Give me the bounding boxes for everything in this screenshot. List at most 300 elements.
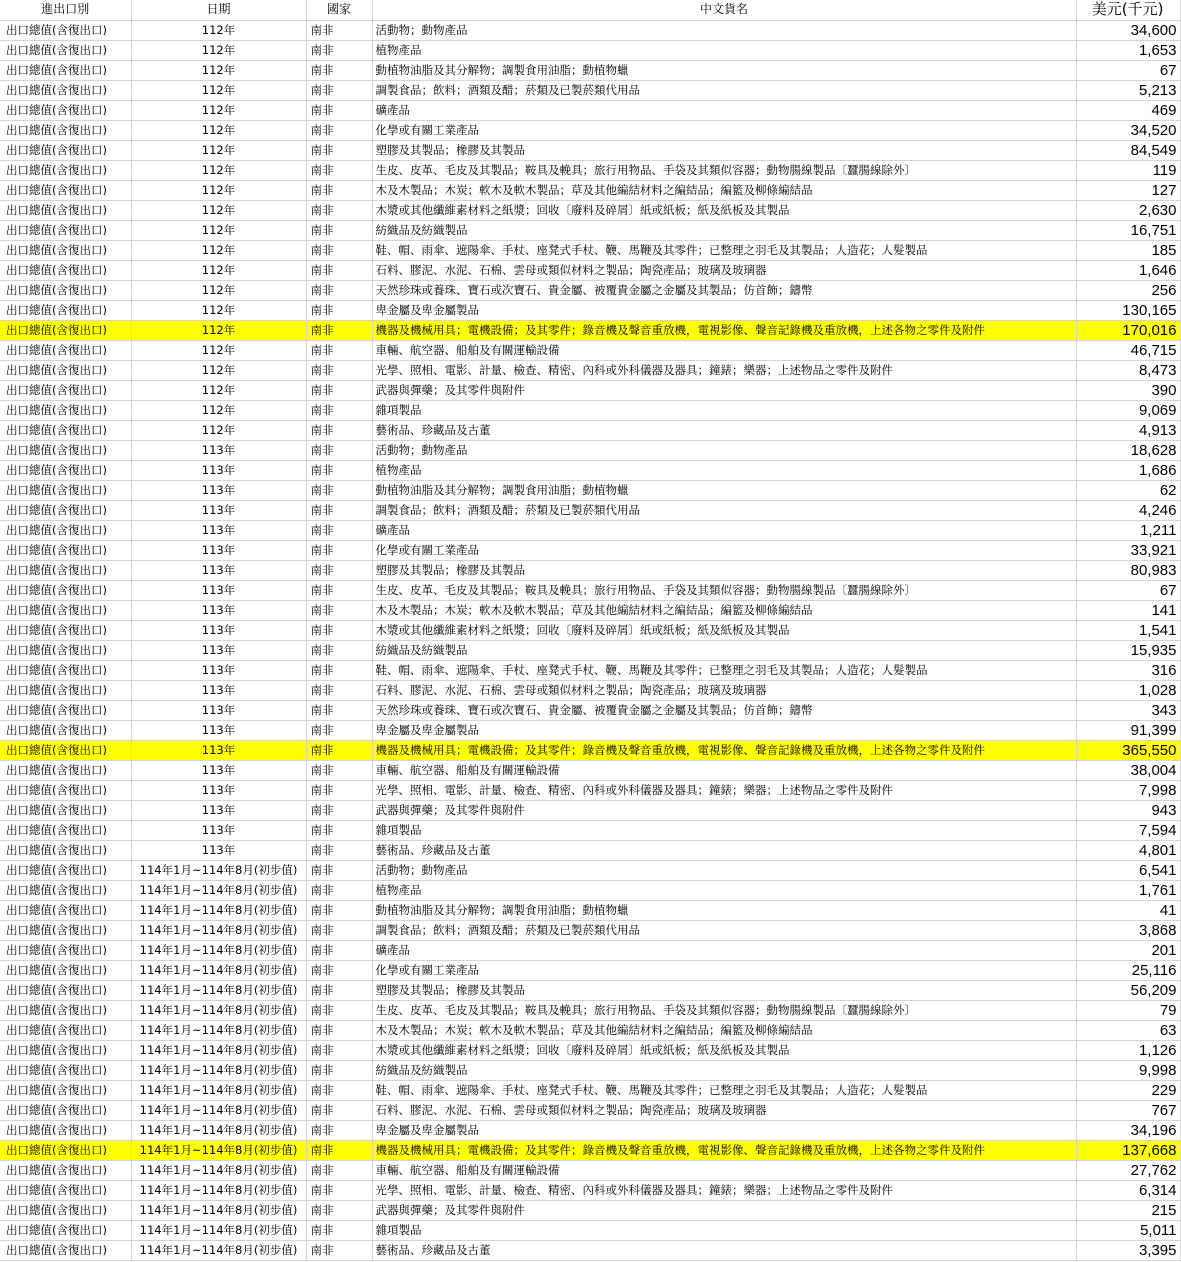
- cell-trade-type[interactable]: 出口總值(含復出口): [0, 920, 131, 940]
- cell-amount[interactable]: 25,116: [1076, 960, 1180, 980]
- cell-amount[interactable]: 33,921: [1076, 540, 1180, 560]
- cell-trade-type[interactable]: 出口總值(含復出口): [0, 800, 131, 820]
- cell-trade-type[interactable]: 出口總值(含復出口): [0, 400, 131, 420]
- cell-country[interactable]: 南非: [306, 1200, 372, 1220]
- cell-trade-type[interactable]: 出口總值(含復出口): [0, 20, 131, 40]
- cell-date[interactable]: 113年: [131, 620, 306, 640]
- cell-trade-type[interactable]: 出口總值(含復出口): [0, 1160, 131, 1180]
- cell-date[interactable]: 113年: [131, 440, 306, 460]
- cell-country[interactable]: 南非: [306, 580, 372, 600]
- cell-country[interactable]: 南非: [306, 300, 372, 320]
- cell-country[interactable]: 南非: [306, 1080, 372, 1100]
- cell-date[interactable]: 112年: [131, 360, 306, 380]
- cell-date[interactable]: 112年: [131, 240, 306, 260]
- cell-goods[interactable]: 鞋、帽、雨傘、遮陽傘、手杖、座凳式手杖、鞭、馬鞭及其零件；已整理之羽毛及其製品；人造花；人髮製品: [372, 660, 1076, 680]
- cell-goods[interactable]: 雜項製品: [372, 1220, 1076, 1240]
- cell-trade-type[interactable]: 出口總值(含復出口): [0, 80, 131, 100]
- cell-goods[interactable]: 藝術品、珍藏品及古董: [372, 420, 1076, 440]
- cell-trade-type[interactable]: 出口總值(含復出口): [0, 300, 131, 320]
- cell-amount[interactable]: 5,011: [1076, 1220, 1180, 1240]
- cell-country[interactable]: 南非: [306, 960, 372, 980]
- cell-trade-type[interactable]: 出口總值(含復出口): [0, 600, 131, 620]
- cell-country[interactable]: 南非: [306, 800, 372, 820]
- cell-goods[interactable]: 化學或有關工業產品: [372, 120, 1076, 140]
- cell-goods[interactable]: 紡織品及紡織製品: [372, 1060, 1076, 1080]
- cell-amount[interactable]: 127: [1076, 180, 1180, 200]
- cell-country[interactable]: 南非: [306, 780, 372, 800]
- cell-date[interactable]: 113年: [131, 820, 306, 840]
- cell-amount[interactable]: 62: [1076, 480, 1180, 500]
- cell-trade-type[interactable]: 出口總值(含復出口): [0, 1120, 131, 1140]
- cell-country[interactable]: 南非: [306, 840, 372, 860]
- cell-trade-type[interactable]: 出口總值(含復出口): [0, 1180, 131, 1200]
- cell-country[interactable]: 南非: [306, 380, 372, 400]
- cell-country[interactable]: 南非: [306, 1060, 372, 1080]
- cell-date[interactable]: 112年: [131, 220, 306, 240]
- cell-amount[interactable]: 8,473: [1076, 360, 1180, 380]
- cell-country[interactable]: 南非: [306, 600, 372, 620]
- cell-amount[interactable]: 767: [1076, 1100, 1180, 1120]
- cell-country[interactable]: 南非: [306, 40, 372, 60]
- cell-amount[interactable]: 6,314: [1076, 1180, 1180, 1200]
- cell-country[interactable]: 南非: [306, 500, 372, 520]
- cell-amount[interactable]: 1,541: [1076, 620, 1180, 640]
- cell-trade-type[interactable]: 出口總值(含復出口): [0, 1000, 131, 1020]
- cell-country[interactable]: 南非: [306, 620, 372, 640]
- cell-goods[interactable]: 植物產品: [372, 880, 1076, 900]
- cell-goods[interactable]: 活動物；動物產品: [372, 20, 1076, 40]
- cell-goods[interactable]: 鞋、帽、雨傘、遮陽傘、手杖、座凳式手杖、鞭、馬鞭及其零件；已整理之羽毛及其製品；人造花；人髮製品: [372, 1080, 1076, 1100]
- cell-date[interactable]: 114年1月~114年8月(初步值): [131, 1240, 306, 1260]
- cell-goods[interactable]: 化學或有關工業產品: [372, 540, 1076, 560]
- cell-date[interactable]: 113年: [131, 640, 306, 660]
- cell-country[interactable]: 南非: [306, 220, 372, 240]
- cell-trade-type[interactable]: 出口總值(含復出口): [0, 900, 131, 920]
- cell-country[interactable]: 南非: [306, 860, 372, 880]
- cell-date[interactable]: 113年: [131, 760, 306, 780]
- cell-goods[interactable]: 礦產品: [372, 100, 1076, 120]
- cell-date[interactable]: 113年: [131, 560, 306, 580]
- cell-country[interactable]: 南非: [306, 320, 372, 340]
- cell-date[interactable]: 113年: [131, 700, 306, 720]
- cell-date[interactable]: 113年: [131, 740, 306, 760]
- cell-date[interactable]: 114年1月~114年8月(初步值): [131, 880, 306, 900]
- cell-trade-type[interactable]: 出口總值(含復出口): [0, 840, 131, 860]
- cell-amount[interactable]: 63: [1076, 1020, 1180, 1040]
- cell-date[interactable]: 112年: [131, 340, 306, 360]
- cell-amount[interactable]: 141: [1076, 600, 1180, 620]
- cell-amount[interactable]: 18,628: [1076, 440, 1180, 460]
- cell-goods[interactable]: 天然珍珠或養珠、寶石或次寶石、貴金屬、被覆貴金屬之金屬及其製品；仿首飾；鑄幣: [372, 700, 1076, 720]
- cell-trade-type[interactable]: 出口總值(含復出口): [0, 240, 131, 260]
- cell-goods[interactable]: 紡織品及紡織製品: [372, 220, 1076, 240]
- cell-trade-type[interactable]: 出口總值(含復出口): [0, 60, 131, 80]
- cell-goods[interactable]: 車輛、航空器、船舶及有關運輸設備: [372, 340, 1076, 360]
- cell-country[interactable]: 南非: [306, 80, 372, 100]
- cell-date[interactable]: 114年1月~114年8月(初步值): [131, 1040, 306, 1060]
- cell-goods[interactable]: 機器及機械用具；電機設備；及其零件；錄音機及聲音重放機，電視影像、聲音記錄機及重放機，上述各物之零件及附件: [372, 1140, 1076, 1160]
- cell-goods[interactable]: 鞋、帽、雨傘、遮陽傘、手杖、座凳式手杖、鞭、馬鞭及其零件；已整理之羽毛及其製品；人造花；人髮製品: [372, 240, 1076, 260]
- cell-date[interactable]: 113年: [131, 680, 306, 700]
- cell-country[interactable]: 南非: [306, 240, 372, 260]
- cell-date[interactable]: 112年: [131, 160, 306, 180]
- cell-country[interactable]: 南非: [306, 940, 372, 960]
- cell-amount[interactable]: 201: [1076, 940, 1180, 960]
- cell-goods[interactable]: 礦產品: [372, 940, 1076, 960]
- cell-date[interactable]: 114年1月~114年8月(初步值): [131, 1080, 306, 1100]
- cell-country[interactable]: 南非: [306, 340, 372, 360]
- cell-goods[interactable]: 木漿或其他纖維素材料之紙漿；回收〔廢料及碎屑〕紙或紙板；紙及紙板及其製品: [372, 620, 1076, 640]
- cell-trade-type[interactable]: 出口總值(含復出口): [0, 120, 131, 140]
- cell-country[interactable]: 南非: [306, 880, 372, 900]
- cell-amount[interactable]: 4,801: [1076, 840, 1180, 860]
- cell-goods[interactable]: 植物產品: [372, 460, 1076, 480]
- cell-trade-type[interactable]: 出口總值(含復出口): [0, 340, 131, 360]
- cell-date[interactable]: 112年: [131, 260, 306, 280]
- cell-trade-type[interactable]: 出口總值(含復出口): [0, 740, 131, 760]
- cell-date[interactable]: 113年: [131, 500, 306, 520]
- cell-trade-type[interactable]: 出口總值(含復出口): [0, 940, 131, 960]
- cell-date[interactable]: 114年1月~114年8月(初步值): [131, 920, 306, 940]
- cell-date[interactable]: 113年: [131, 520, 306, 540]
- cell-date[interactable]: 113年: [131, 460, 306, 480]
- cell-date[interactable]: 113年: [131, 480, 306, 500]
- cell-country[interactable]: 南非: [306, 420, 372, 440]
- cell-goods[interactable]: 調製食品；飲料；酒類及醋；菸類及已製菸類代用品: [372, 80, 1076, 100]
- cell-country[interactable]: 南非: [306, 560, 372, 580]
- cell-country[interactable]: 南非: [306, 180, 372, 200]
- cell-trade-type[interactable]: 出口總值(含復出口): [0, 160, 131, 180]
- cell-date[interactable]: 114年1月~114年8月(初步值): [131, 1180, 306, 1200]
- cell-trade-type[interactable]: 出口總值(含復出口): [0, 380, 131, 400]
- cell-amount[interactable]: 469: [1076, 100, 1180, 120]
- cell-country[interactable]: 南非: [306, 360, 372, 380]
- cell-amount[interactable]: 2,630: [1076, 200, 1180, 220]
- cell-amount[interactable]: 316: [1076, 660, 1180, 680]
- cell-goods[interactable]: 動植物油脂及其分解物；調製食用油脂；動植物蠟: [372, 900, 1076, 920]
- cell-date[interactable]: 114年1月~114年8月(初步值): [131, 1000, 306, 1020]
- cell-amount[interactable]: 6,541: [1076, 860, 1180, 880]
- cell-trade-type[interactable]: 出口總值(含復出口): [0, 440, 131, 460]
- cell-trade-type[interactable]: 出口總值(含復出口): [0, 40, 131, 60]
- cell-country[interactable]: 南非: [306, 1100, 372, 1120]
- cell-trade-type[interactable]: 出口總值(含復出口): [0, 860, 131, 880]
- cell-country[interactable]: 南非: [306, 640, 372, 660]
- cell-country[interactable]: 南非: [306, 700, 372, 720]
- cell-trade-type[interactable]: 出口總值(含復出口): [0, 580, 131, 600]
- cell-trade-type[interactable]: 出口總值(含復出口): [0, 220, 131, 240]
- cell-goods[interactable]: 武器與彈藥；及其零件與附件: [372, 1200, 1076, 1220]
- cell-trade-type[interactable]: 出口總值(含復出口): [0, 500, 131, 520]
- cell-trade-type[interactable]: 出口總值(含復出口): [0, 480, 131, 500]
- cell-country[interactable]: 南非: [306, 60, 372, 80]
- cell-goods[interactable]: 卑金屬及卑金屬製品: [372, 300, 1076, 320]
- cell-amount[interactable]: 67: [1076, 580, 1180, 600]
- cell-trade-type[interactable]: 出口總值(含復出口): [0, 700, 131, 720]
- cell-trade-type[interactable]: 出口總值(含復出口): [0, 260, 131, 280]
- cell-amount[interactable]: 1,028: [1076, 680, 1180, 700]
- cell-amount[interactable]: 79: [1076, 1000, 1180, 1020]
- cell-amount[interactable]: 80,983: [1076, 560, 1180, 580]
- cell-goods[interactable]: 木及木製品；木炭；軟木及軟木製品；草及其他編結材料之編結品；編籃及柳條編結品: [372, 600, 1076, 620]
- cell-country[interactable]: 南非: [306, 260, 372, 280]
- cell-amount[interactable]: 67: [1076, 60, 1180, 80]
- cell-country[interactable]: 南非: [306, 1220, 372, 1240]
- cell-amount[interactable]: 15,935: [1076, 640, 1180, 660]
- header-country[interactable]: 國家: [306, 0, 372, 20]
- cell-trade-type[interactable]: 出口總值(含復出口): [0, 520, 131, 540]
- cell-amount[interactable]: 390: [1076, 380, 1180, 400]
- cell-trade-type[interactable]: 出口總值(含復出口): [0, 640, 131, 660]
- cell-date[interactable]: 112年: [131, 180, 306, 200]
- cell-country[interactable]: 南非: [306, 100, 372, 120]
- cell-date[interactable]: 112年: [131, 320, 306, 340]
- cell-amount[interactable]: 1,686: [1076, 460, 1180, 480]
- cell-date[interactable]: 112年: [131, 120, 306, 140]
- cell-amount[interactable]: 256: [1076, 280, 1180, 300]
- cell-goods[interactable]: 調製食品；飲料；酒類及醋；菸類及已製菸類代用品: [372, 500, 1076, 520]
- cell-trade-type[interactable]: 出口總值(含復出口): [0, 200, 131, 220]
- cell-goods[interactable]: 生皮、皮革、毛皮及其製品；鞍具及輓具；旅行用物品、手袋及其類似容器；動物腸線製品〔蠶腸線除外〕: [372, 160, 1076, 180]
- cell-date[interactable]: 114年1月~114年8月(初步值): [131, 940, 306, 960]
- cell-date[interactable]: 113年: [131, 600, 306, 620]
- cell-trade-type[interactable]: 出口總值(含復出口): [0, 780, 131, 800]
- cell-date[interactable]: 113年: [131, 660, 306, 680]
- cell-goods[interactable]: 塑膠及其製品；橡膠及其製品: [372, 140, 1076, 160]
- cell-goods[interactable]: 武器與彈藥；及其零件與附件: [372, 800, 1076, 820]
- cell-date[interactable]: 114年1月~114年8月(初步值): [131, 980, 306, 1000]
- cell-goods[interactable]: 藝術品、珍藏品及古董: [372, 840, 1076, 860]
- cell-goods[interactable]: 機器及機械用具；電機設備；及其零件；錄音機及聲音重放機，電視影像、聲音記錄機及重放機，上述各物之零件及附件: [372, 740, 1076, 760]
- cell-trade-type[interactable]: 出口總值(含復出口): [0, 180, 131, 200]
- cell-amount[interactable]: 38,004: [1076, 760, 1180, 780]
- cell-goods[interactable]: 塑膠及其製品；橡膠及其製品: [372, 980, 1076, 1000]
- cell-goods[interactable]: 礦產品: [372, 520, 1076, 540]
- cell-date[interactable]: 112年: [131, 140, 306, 160]
- cell-amount[interactable]: 170,016: [1076, 320, 1180, 340]
- cell-trade-type[interactable]: 出口總值(含復出口): [0, 1060, 131, 1080]
- cell-goods[interactable]: 活動物；動物產品: [372, 440, 1076, 460]
- cell-goods[interactable]: 石料、膠泥、水泥、石棉、雲母或類似材料之製品；陶瓷產品；玻璃及玻璃器: [372, 260, 1076, 280]
- cell-date[interactable]: 114年1月~114年8月(初步值): [131, 1020, 306, 1040]
- cell-amount[interactable]: 46,715: [1076, 340, 1180, 360]
- cell-amount[interactable]: 91,399: [1076, 720, 1180, 740]
- cell-amount[interactable]: 5,213: [1076, 80, 1180, 100]
- cell-amount[interactable]: 1,126: [1076, 1040, 1180, 1060]
- cell-amount[interactable]: 4,913: [1076, 420, 1180, 440]
- cell-trade-type[interactable]: 出口總值(含復出口): [0, 1200, 131, 1220]
- cell-date[interactable]: 114年1月~114年8月(初步值): [131, 1200, 306, 1220]
- header-date[interactable]: 日期: [131, 0, 306, 20]
- cell-date[interactable]: 112年: [131, 20, 306, 40]
- cell-goods[interactable]: 木漿或其他纖維素材料之紙漿；回收〔廢料及碎屑〕紙或紙板；紙及紙板及其製品: [372, 200, 1076, 220]
- cell-country[interactable]: 南非: [306, 140, 372, 160]
- cell-amount[interactable]: 185: [1076, 240, 1180, 260]
- cell-amount[interactable]: 3,395: [1076, 1240, 1180, 1260]
- cell-date[interactable]: 113年: [131, 840, 306, 860]
- cell-amount[interactable]: 84,549: [1076, 140, 1180, 160]
- cell-goods[interactable]: 生皮、皮革、毛皮及其製品；鞍具及輓具；旅行用物品、手袋及其類似容器；動物腸線製品〔蠶腸線除外〕: [372, 1000, 1076, 1020]
- cell-goods[interactable]: 塑膠及其製品；橡膠及其製品: [372, 560, 1076, 580]
- cell-country[interactable]: 南非: [306, 920, 372, 940]
- cell-amount[interactable]: 3,868: [1076, 920, 1180, 940]
- cell-trade-type[interactable]: 出口總值(含復出口): [0, 660, 131, 680]
- cell-amount[interactable]: 343: [1076, 700, 1180, 720]
- cell-trade-type[interactable]: 出口總值(含復出口): [0, 680, 131, 700]
- cell-country[interactable]: 南非: [306, 1040, 372, 1060]
- cell-country[interactable]: 南非: [306, 1000, 372, 1020]
- cell-trade-type[interactable]: 出口總值(含復出口): [0, 1240, 131, 1260]
- cell-trade-type[interactable]: 出口總值(含復出口): [0, 560, 131, 580]
- cell-trade-type[interactable]: 出口總值(含復出口): [0, 820, 131, 840]
- cell-goods[interactable]: 光學、照相、電影、計量、檢查、精密、內科或外科儀器及器具；鐘錶；樂器；上述物品之零件及附件: [372, 1180, 1076, 1200]
- cell-trade-type[interactable]: 出口總值(含復出口): [0, 880, 131, 900]
- cell-country[interactable]: 南非: [306, 980, 372, 1000]
- cell-amount[interactable]: 119: [1076, 160, 1180, 180]
- cell-goods[interactable]: 石料、膠泥、水泥、石棉、雲母或類似材料之製品；陶瓷產品；玻璃及玻璃器: [372, 1100, 1076, 1120]
- cell-date[interactable]: 114年1月~114年8月(初步值): [131, 1140, 306, 1160]
- cell-goods[interactable]: 武器與彈藥；及其零件與附件: [372, 380, 1076, 400]
- cell-trade-type[interactable]: 出口總值(含復出口): [0, 360, 131, 380]
- cell-amount[interactable]: 41: [1076, 900, 1180, 920]
- cell-date[interactable]: 112年: [131, 380, 306, 400]
- cell-date[interactable]: 112年: [131, 300, 306, 320]
- cell-date[interactable]: 112年: [131, 420, 306, 440]
- cell-amount[interactable]: 1,761: [1076, 880, 1180, 900]
- cell-country[interactable]: 南非: [306, 1240, 372, 1260]
- cell-amount[interactable]: 215: [1076, 1200, 1180, 1220]
- cell-goods[interactable]: 卑金屬及卑金屬製品: [372, 1120, 1076, 1140]
- cell-date[interactable]: 113年: [131, 800, 306, 820]
- cell-goods[interactable]: 植物產品: [372, 40, 1076, 60]
- header-goods[interactable]: 中文貨名: [372, 0, 1076, 20]
- cell-date[interactable]: 114年1月~114年8月(初步值): [131, 1120, 306, 1140]
- cell-date[interactable]: 112年: [131, 60, 306, 80]
- cell-date[interactable]: 112年: [131, 280, 306, 300]
- cell-goods[interactable]: 化學或有關工業產品: [372, 960, 1076, 980]
- cell-trade-type[interactable]: 出口總值(含復出口): [0, 420, 131, 440]
- cell-trade-type[interactable]: 出口總值(含復出口): [0, 960, 131, 980]
- cell-trade-type[interactable]: 出口總值(含復出口): [0, 1140, 131, 1160]
- cell-date[interactable]: 114年1月~114年8月(初步值): [131, 860, 306, 880]
- cell-goods[interactable]: 車輛、航空器、船舶及有關運輸設備: [372, 1160, 1076, 1180]
- cell-trade-type[interactable]: 出口總值(含復出口): [0, 980, 131, 1000]
- cell-country[interactable]: 南非: [306, 400, 372, 420]
- cell-trade-type[interactable]: 出口總值(含復出口): [0, 1100, 131, 1120]
- cell-trade-type[interactable]: 出口總值(含復出口): [0, 720, 131, 740]
- cell-trade-type[interactable]: 出口總值(含復出口): [0, 620, 131, 640]
- cell-trade-type[interactable]: 出口總值(含復出口): [0, 140, 131, 160]
- cell-country[interactable]: 南非: [306, 200, 372, 220]
- cell-country[interactable]: 南非: [306, 1180, 372, 1200]
- cell-country[interactable]: 南非: [306, 480, 372, 500]
- cell-country[interactable]: 南非: [306, 900, 372, 920]
- cell-goods[interactable]: 光學、照相、電影、計量、檢查、精密、內科或外科儀器及器具；鐘錶；樂器；上述物品之零件及附件: [372, 780, 1076, 800]
- cell-date[interactable]: 114年1月~114年8月(初步值): [131, 1100, 306, 1120]
- cell-amount[interactable]: 7,998: [1076, 780, 1180, 800]
- cell-country[interactable]: 南非: [306, 540, 372, 560]
- cell-goods[interactable]: 木漿或其他纖維素材料之紙漿；回收〔廢料及碎屑〕紙或紙板；紙及紙板及其製品: [372, 1040, 1076, 1060]
- cell-amount[interactable]: 9,069: [1076, 400, 1180, 420]
- cell-amount[interactable]: 4,246: [1076, 500, 1180, 520]
- cell-country[interactable]: 南非: [306, 1020, 372, 1040]
- cell-goods[interactable]: 機器及機械用具；電機設備；及其零件；錄音機及聲音重放機，電視影像、聲音記錄機及重放機，上述各物之零件及附件: [372, 320, 1076, 340]
- cell-country[interactable]: 南非: [306, 760, 372, 780]
- cell-trade-type[interactable]: 出口總值(含復出口): [0, 460, 131, 480]
- cell-country[interactable]: 南非: [306, 280, 372, 300]
- cell-trade-type[interactable]: 出口總值(含復出口): [0, 1220, 131, 1240]
- cell-amount[interactable]: 137,668: [1076, 1140, 1180, 1160]
- cell-goods[interactable]: 藝術品、珍藏品及古董: [372, 1240, 1076, 1260]
- cell-goods[interactable]: 活動物；動物產品: [372, 860, 1076, 880]
- cell-country[interactable]: 南非: [306, 820, 372, 840]
- cell-trade-type[interactable]: 出口總值(含復出口): [0, 320, 131, 340]
- cell-goods[interactable]: 木及木製品；木炭；軟木及軟木製品；草及其他編結材料之編結品；編籃及柳條編結品: [372, 1020, 1076, 1040]
- cell-date[interactable]: 113年: [131, 580, 306, 600]
- cell-country[interactable]: 南非: [306, 660, 372, 680]
- cell-date[interactable]: 112年: [131, 100, 306, 120]
- cell-amount[interactable]: 27,762: [1076, 1160, 1180, 1180]
- cell-trade-type[interactable]: 出口總值(含復出口): [0, 540, 131, 560]
- cell-date[interactable]: 112年: [131, 200, 306, 220]
- cell-date[interactable]: 114年1月~114年8月(初步值): [131, 1220, 306, 1240]
- cell-amount[interactable]: 16,751: [1076, 220, 1180, 240]
- cell-date[interactable]: 112年: [131, 80, 306, 100]
- cell-amount[interactable]: 7,594: [1076, 820, 1180, 840]
- cell-goods[interactable]: 生皮、皮革、毛皮及其製品；鞍具及輓具；旅行用物品、手袋及其類似容器；動物腸線製品〔蠶腸線除外〕: [372, 580, 1076, 600]
- cell-date[interactable]: 114年1月~114年8月(初步值): [131, 1160, 306, 1180]
- cell-amount[interactable]: 1,653: [1076, 40, 1180, 60]
- cell-goods[interactable]: 石料、膠泥、水泥、石棉、雲母或類似材料之製品；陶瓷產品；玻璃及玻璃器: [372, 680, 1076, 700]
- cell-date[interactable]: 112年: [131, 400, 306, 420]
- cell-date[interactable]: 114年1月~114年8月(初步值): [131, 1060, 306, 1080]
- cell-amount[interactable]: 1,646: [1076, 260, 1180, 280]
- cell-amount[interactable]: 34,520: [1076, 120, 1180, 140]
- cell-country[interactable]: 南非: [306, 120, 372, 140]
- header-trade-type[interactable]: 進出口別: [0, 0, 131, 20]
- cell-country[interactable]: 南非: [306, 20, 372, 40]
- cell-amount[interactable]: 9,998: [1076, 1060, 1180, 1080]
- cell-goods[interactable]: 光學、照相、電影、計量、檢查、精密、內科或外科儀器及器具；鐘錶；樂器；上述物品之零件及附件: [372, 360, 1076, 380]
- cell-country[interactable]: 南非: [306, 440, 372, 460]
- cell-goods[interactable]: 車輛、航空器、船舶及有關運輸設備: [372, 760, 1076, 780]
- cell-date[interactable]: 112年: [131, 40, 306, 60]
- cell-goods[interactable]: 紡織品及紡織製品: [372, 640, 1076, 660]
- cell-country[interactable]: 南非: [306, 740, 372, 760]
- cell-date[interactable]: 114年1月~114年8月(初步值): [131, 900, 306, 920]
- cell-goods[interactable]: 卑金屬及卑金屬製品: [372, 720, 1076, 740]
- cell-trade-type[interactable]: 出口總值(含復出口): [0, 100, 131, 120]
- cell-country[interactable]: 南非: [306, 1160, 372, 1180]
- cell-goods[interactable]: 木及木製品；木炭；軟木及軟木製品；草及其他編結材料之編結品；編籃及柳條編結品: [372, 180, 1076, 200]
- cell-amount[interactable]: 365,550: [1076, 740, 1180, 760]
- cell-date[interactable]: 113年: [131, 780, 306, 800]
- cell-trade-type[interactable]: 出口總值(含復出口): [0, 1040, 131, 1060]
- cell-goods[interactable]: 雜項製品: [372, 820, 1076, 840]
- cell-date[interactable]: 113年: [131, 720, 306, 740]
- cell-date[interactable]: 113年: [131, 540, 306, 560]
- cell-country[interactable]: 南非: [306, 720, 372, 740]
- cell-goods[interactable]: 調製食品；飲料；酒類及醋；菸類及已製菸類代用品: [372, 920, 1076, 940]
- cell-amount[interactable]: 34,600: [1076, 20, 1180, 40]
- cell-amount[interactable]: 34,196: [1076, 1120, 1180, 1140]
- cell-country[interactable]: 南非: [306, 160, 372, 180]
- cell-trade-type[interactable]: 出口總值(含復出口): [0, 760, 131, 780]
- header-amount[interactable]: 美元(千元): [1076, 0, 1180, 20]
- cell-trade-type[interactable]: 出口總值(含復出口): [0, 280, 131, 300]
- cell-country[interactable]: 南非: [306, 520, 372, 540]
- cell-goods[interactable]: 雜項製品: [372, 400, 1076, 420]
